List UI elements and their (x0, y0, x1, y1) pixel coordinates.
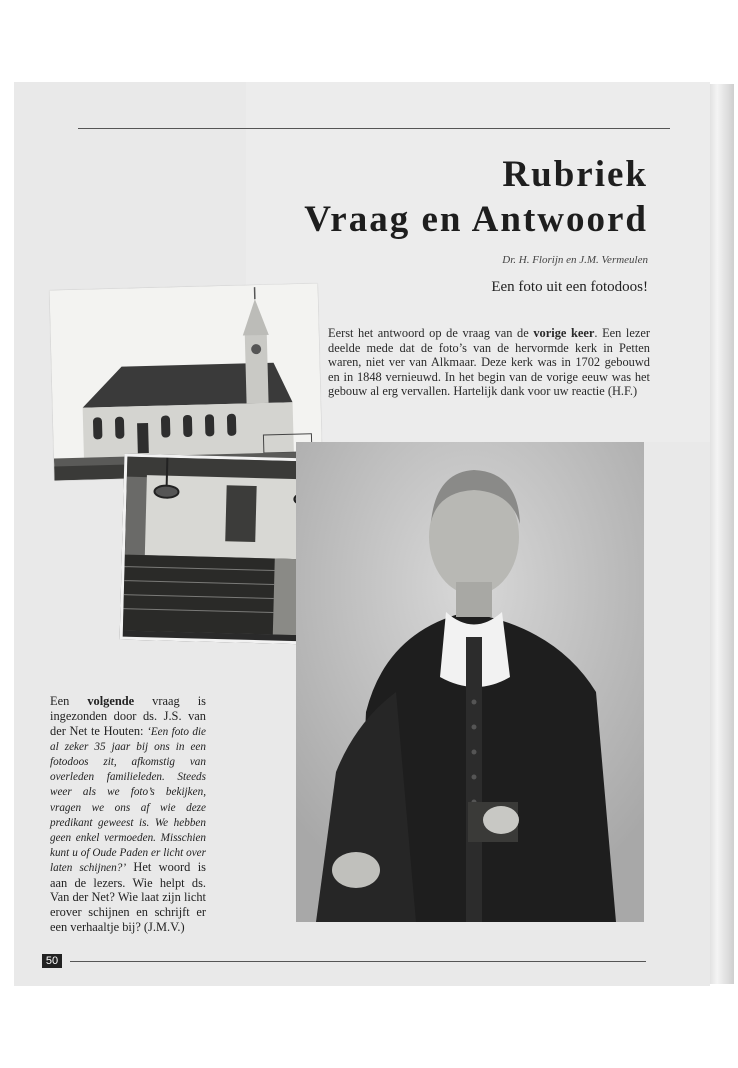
question-text-mid: vraag is ingezonden door ds. J.S. van der Net te Houten: (50, 694, 206, 738)
bottom-rule (70, 961, 646, 962)
question-quote: ‘Een foto die al zeker 35 jaar bij ons in een fotodoos zit, afkomstig van overleden familieleden. Steeds weer als we foto’s bekijken, vragen we ons af wie deze predikant geweest is. We hebben geen enkel vermoeden. Misschien kunt u of Oude Paden er licht over laten schijnen?’ (50, 725, 206, 875)
predikant-portrait-photo (296, 442, 644, 922)
article-title (304, 152, 648, 242)
magazine-page (14, 82, 710, 986)
article-subtitle: Een foto uit een fotodoos! (491, 279, 648, 295)
question-text-post: Het woord is aan de lezers. Wie helpt ds. Van der Net? Wie laat zijn licht erover schijnen en schrijft er een verhaaltje bij? (J.M.V.) (50, 860, 206, 935)
title-line-1: Rubriek (502, 154, 648, 195)
top-rule (78, 128, 670, 129)
article-authors: Dr. H. Florijn en J.M. Vermeulen (502, 254, 648, 266)
question-text-bold: volgende (87, 694, 135, 708)
intro-text-bold: vorige keer (533, 326, 595, 340)
intro-paragraph (328, 326, 650, 399)
question-text-pre: Een (50, 694, 88, 708)
page-number: 50 (42, 954, 62, 968)
intro-text-post: . Een lezer deelde mede dat de foto’s van de hervormde kerk in Petten waren, niet ver van Alkmaar. Deze kerk was in 1702 gebouwd en in 1848 vernieuwd. In het begin van de vorige eeuw was het gebouw al erg vervallen. Hartelijk dank voor uw reactie (H.F.) (328, 326, 650, 399)
magazine-spine (706, 84, 734, 984)
title-line-2: Vraag en Antwoord (304, 199, 648, 240)
question-paragraph (50, 694, 206, 935)
intro-text-pre: Eerst het antwoord op de vraag van de (328, 326, 534, 340)
church-exterior-photo (50, 284, 323, 481)
